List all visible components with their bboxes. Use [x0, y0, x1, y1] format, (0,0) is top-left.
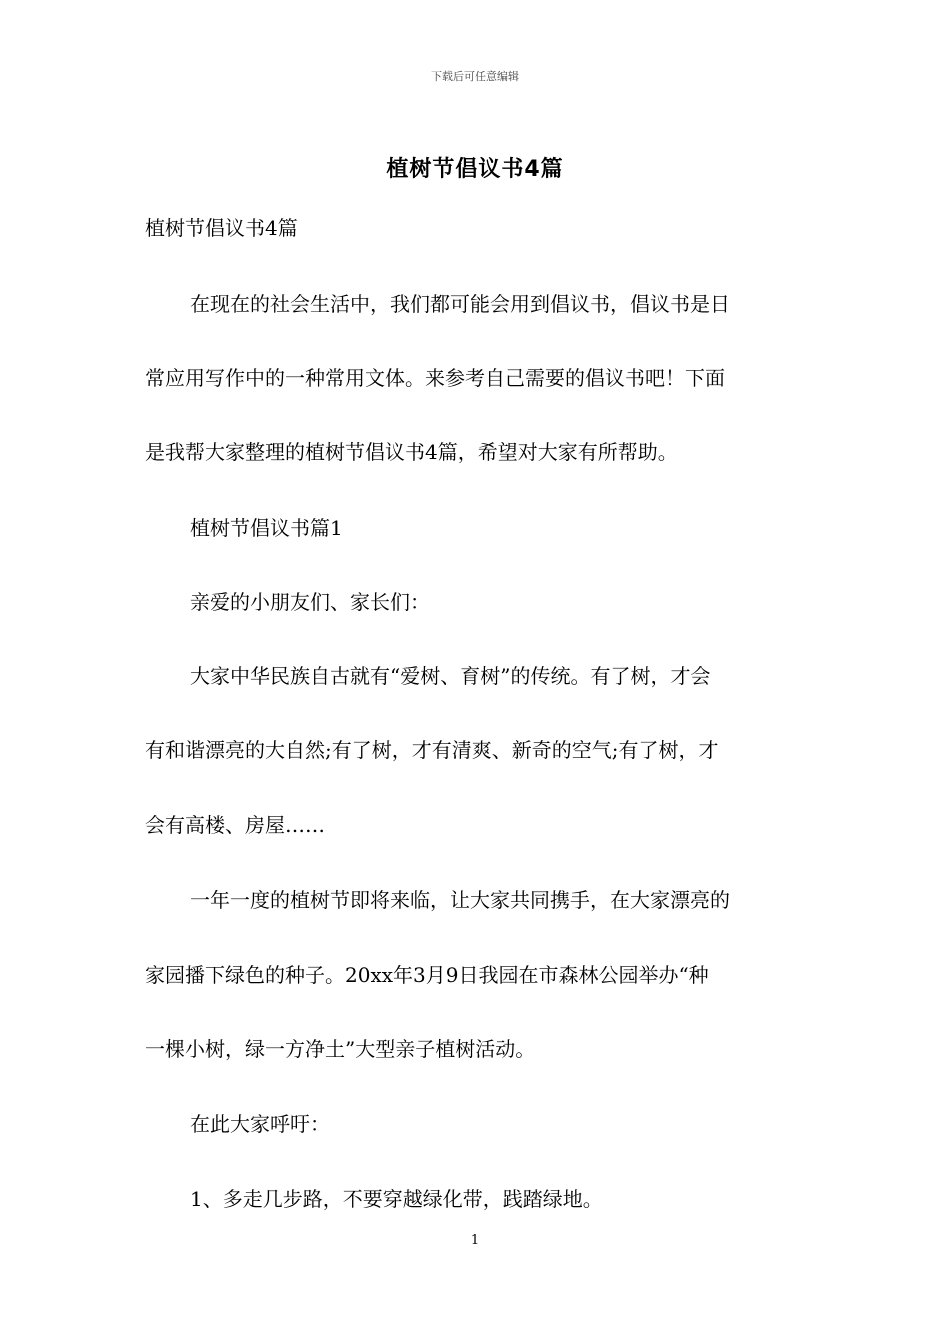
paragraph-line: 一棵小树，绿一方净土”大型亲子植树活动。	[145, 1037, 536, 1061]
paragraph-line: 有和谐漂亮的大自然;有了树，才有清爽、新奇的空气;有了树，才	[145, 738, 719, 762]
page-number: 1	[470, 1233, 480, 1248]
paragraph-line: 一年一度的植树节即将来临，让大家共同携手，在大家漂亮的	[190, 888, 730, 912]
paragraph-line: 家园播下绿色的种子。20xx年3月9日我园在市森林公园举办“种	[145, 963, 709, 987]
salutation-line: 亲爱的小朋友们、家长们：	[190, 590, 430, 614]
paragraph-line: 是我帮大家整理的植树节倡议书4篇，希望对大家有所帮助。	[145, 440, 678, 464]
list-item: 1、多走几步路，不要穿越绿化带，践踏绿地。	[190, 1187, 603, 1211]
paragraph-line: 会有高楼、房屋……	[145, 813, 325, 837]
section-heading: 植树节倡议书篇1	[190, 516, 343, 540]
paragraph-line: 在现在的社会生活中，我们都可能会用到倡议书，倡议书是日	[190, 292, 730, 316]
document-title: 植树节倡议书4篇	[386, 157, 564, 182]
paragraph-line: 常应用写作中的一种常用文体。来参考自己需要的倡议书吧！下面	[145, 366, 725, 390]
page-header: 下载后可任意编辑	[431, 70, 519, 83]
subtitle-line: 植树节倡议书4篇	[145, 216, 298, 240]
paragraph-line: 在此大家呼吁：	[190, 1112, 330, 1136]
paragraph-line: 大家中华民族自古就有“爱树、育树”的传统。有了树，才会	[190, 664, 711, 688]
